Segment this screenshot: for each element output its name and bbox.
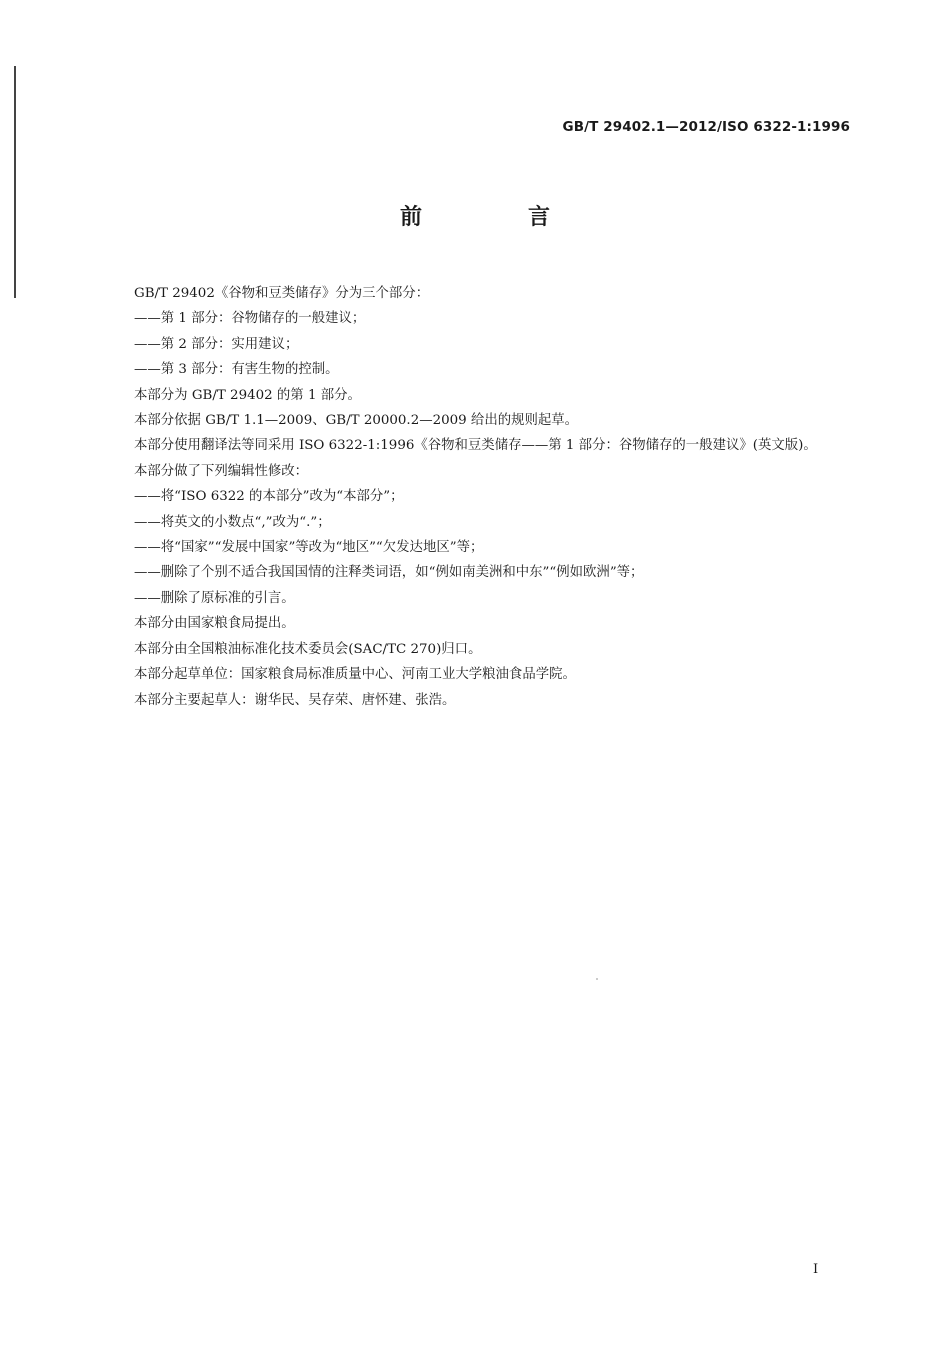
list-item-change-1: ——将“ISO 6322 的本部分”改为“本部分”； [134, 489, 404, 505]
list-item-change-5: ——删除了原标准的引言。 [134, 590, 295, 606]
list-item-part-1: ——第 1 部分：谷物储存的一般建议； [134, 311, 366, 327]
list-item-part-3: ——第 3 部分：有害生物的控制。 [134, 362, 339, 378]
scan-edge-line [14, 66, 16, 298]
page-title: 前 言 [399, 205, 592, 230]
paragraph-drafting-rules: 本部分依据 GB/T 1.1—2009、GB/T 20000.2—2009 给出的规则起草。 [134, 413, 579, 429]
paragraph-drafters: 本部分主要起草人：谢华民、吴存荣、唐怀建、张浩。 [134, 692, 456, 708]
list-item-change-4: ——删除了个别不适合我国国情的注释类词语，如“例如南美洲和中东”“例如欧洲”等； [134, 565, 644, 581]
paragraph-drafting-units: 本部分起草单位：国家粮食局标准质量中心、河南工业大学粮油食品学院。 [134, 667, 576, 683]
list-item-part-2: ——第 2 部分：实用建议； [134, 336, 299, 352]
foreword-body [102, 281, 850, 713]
page-number: I [813, 1262, 819, 1277]
paragraph-parts-intro: GB/T 29402《谷物和豆类储存》分为三个部分： [134, 286, 430, 301]
paragraph-proposed-by: 本部分由国家粮食局提出。 [134, 616, 295, 632]
paragraph-under-jurisdiction: 本部分由全国粮油标准化技术委员会(SAC/TC 270)归口。 [134, 641, 482, 657]
list-item-change-2: ——将英文的小数点“,”改为“.”； [134, 514, 331, 530]
standard-code-header: GB/T 29402.1—2012/ISO 6322-1:1996 [562, 119, 850, 135]
list-item-change-3: ——将“国家”“发展中国家”等改为“地区”“欠发达地区”等； [134, 540, 484, 556]
paragraph-this-part: 本部分为 GB/T 29402 的第 1 部分。 [134, 387, 361, 403]
scan-speck [596, 978, 598, 980]
paragraph-adoption: 本部分使用翻译法等同采用 ISO 6322-1:1996《谷物和豆类储存——第 1 部分：谷物储存的一般建议》(英文版)。 [134, 438, 817, 454]
paragraph-editorial-changes: 本部分做了下列编辑性修改： [134, 463, 309, 479]
